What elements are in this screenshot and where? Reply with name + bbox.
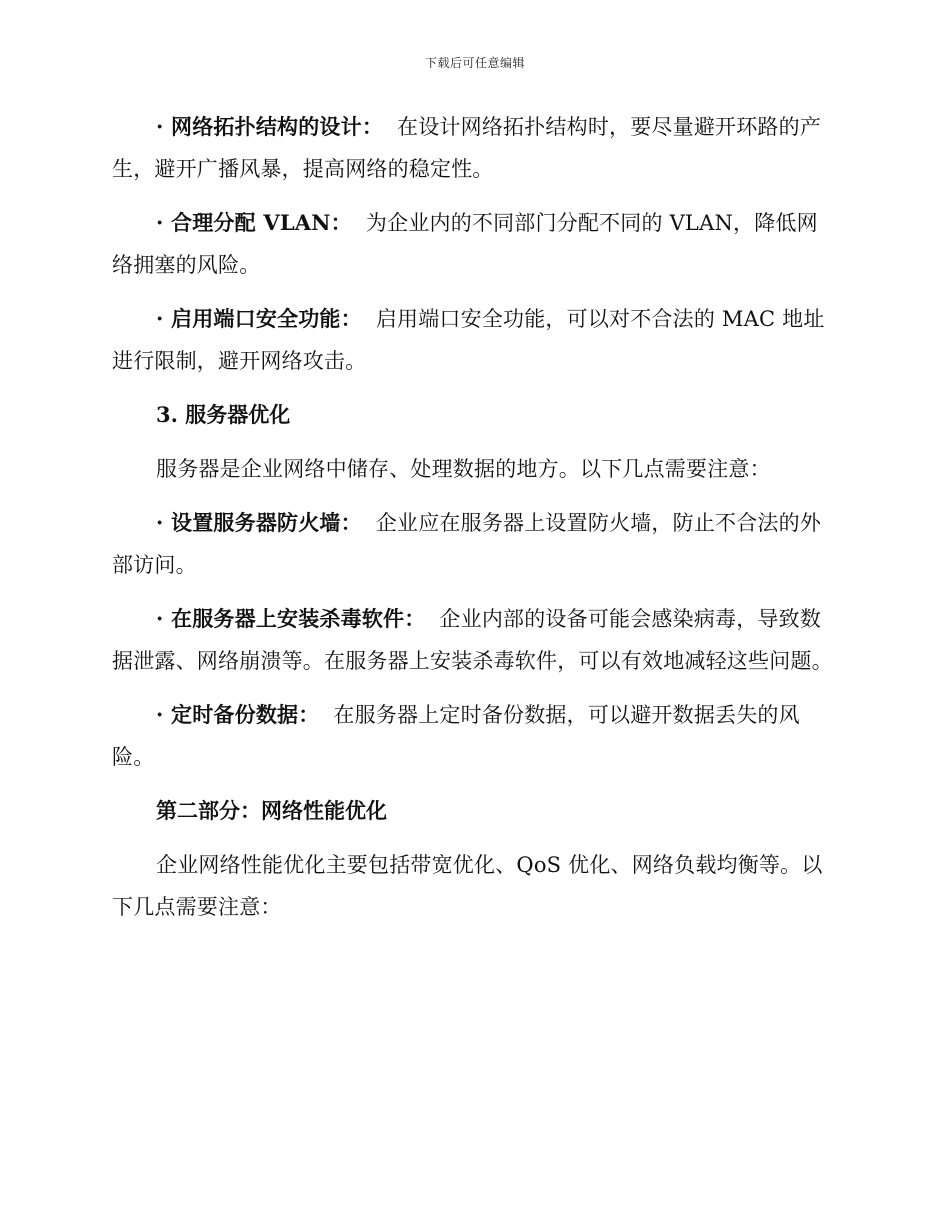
- list-item-lead: · 在服务器上安装杀毒软件：: [156, 606, 426, 631]
- list-item-lead: · 定时备份数据：: [156, 702, 320, 727]
- document-body: [112, 106, 838, 940]
- list-item-antivirus: [112, 598, 838, 682]
- list-item-body: 在服务器上定时备份数据，可以避开数据丢失的风险。: [112, 703, 800, 769]
- list-item-lead: · 合理分配 VLAN：: [156, 210, 352, 235]
- section-heading-server: 3. 服务器优化: [156, 402, 291, 427]
- list-item-body: 企业内部的设备可能会感染病毒，导致数据泄露、网络崩溃等。在服务器上安装杀毒软件，可以有效地减轻这些问题。: [112, 607, 833, 673]
- list-item-lead: · 设置服务器防火墙：: [156, 510, 362, 535]
- list-item-body: 启用端口安全功能，可以对不合法的 MAC 地址进行限制，避开网络攻击。: [112, 307, 825, 373]
- list-item-body: 为企业内的不同部门分配不同的 VLAN，降低网络拥塞的风险。: [112, 211, 818, 277]
- section-intro-server: 服务器是企业网络中储存、处理数据的地方。以下几点需要注意：: [156, 457, 771, 481]
- list-item-body: 在设计网络拓扑结构时，要尽量避开环路的产生，避开广播风暴，提高网络的稳定性。: [112, 115, 822, 181]
- list-item-port-security: [112, 298, 838, 382]
- list-item-lead: · 启用端口安全功能：: [156, 306, 362, 331]
- page-header: 下载后可任意编辑: [424, 56, 525, 70]
- list-item-topology: [112, 106, 838, 190]
- list-item-lead: · 网络拓扑结构的设计：: [156, 114, 384, 139]
- list-item-firewall: [112, 502, 838, 586]
- list-item-backup: [112, 694, 838, 778]
- section-intro-performance: 企业网络性能优化主要包括带宽优化、QoS 优化、网络负载均衡等。以下几点需要注意：: [112, 853, 823, 919]
- list-item-vlan: [112, 202, 838, 286]
- list-item-body: 企业应在服务器上设置防火墙，防止不合法的外部访问。: [112, 511, 822, 577]
- section-heading-performance: 第二部分：网络性能优化: [156, 798, 387, 823]
